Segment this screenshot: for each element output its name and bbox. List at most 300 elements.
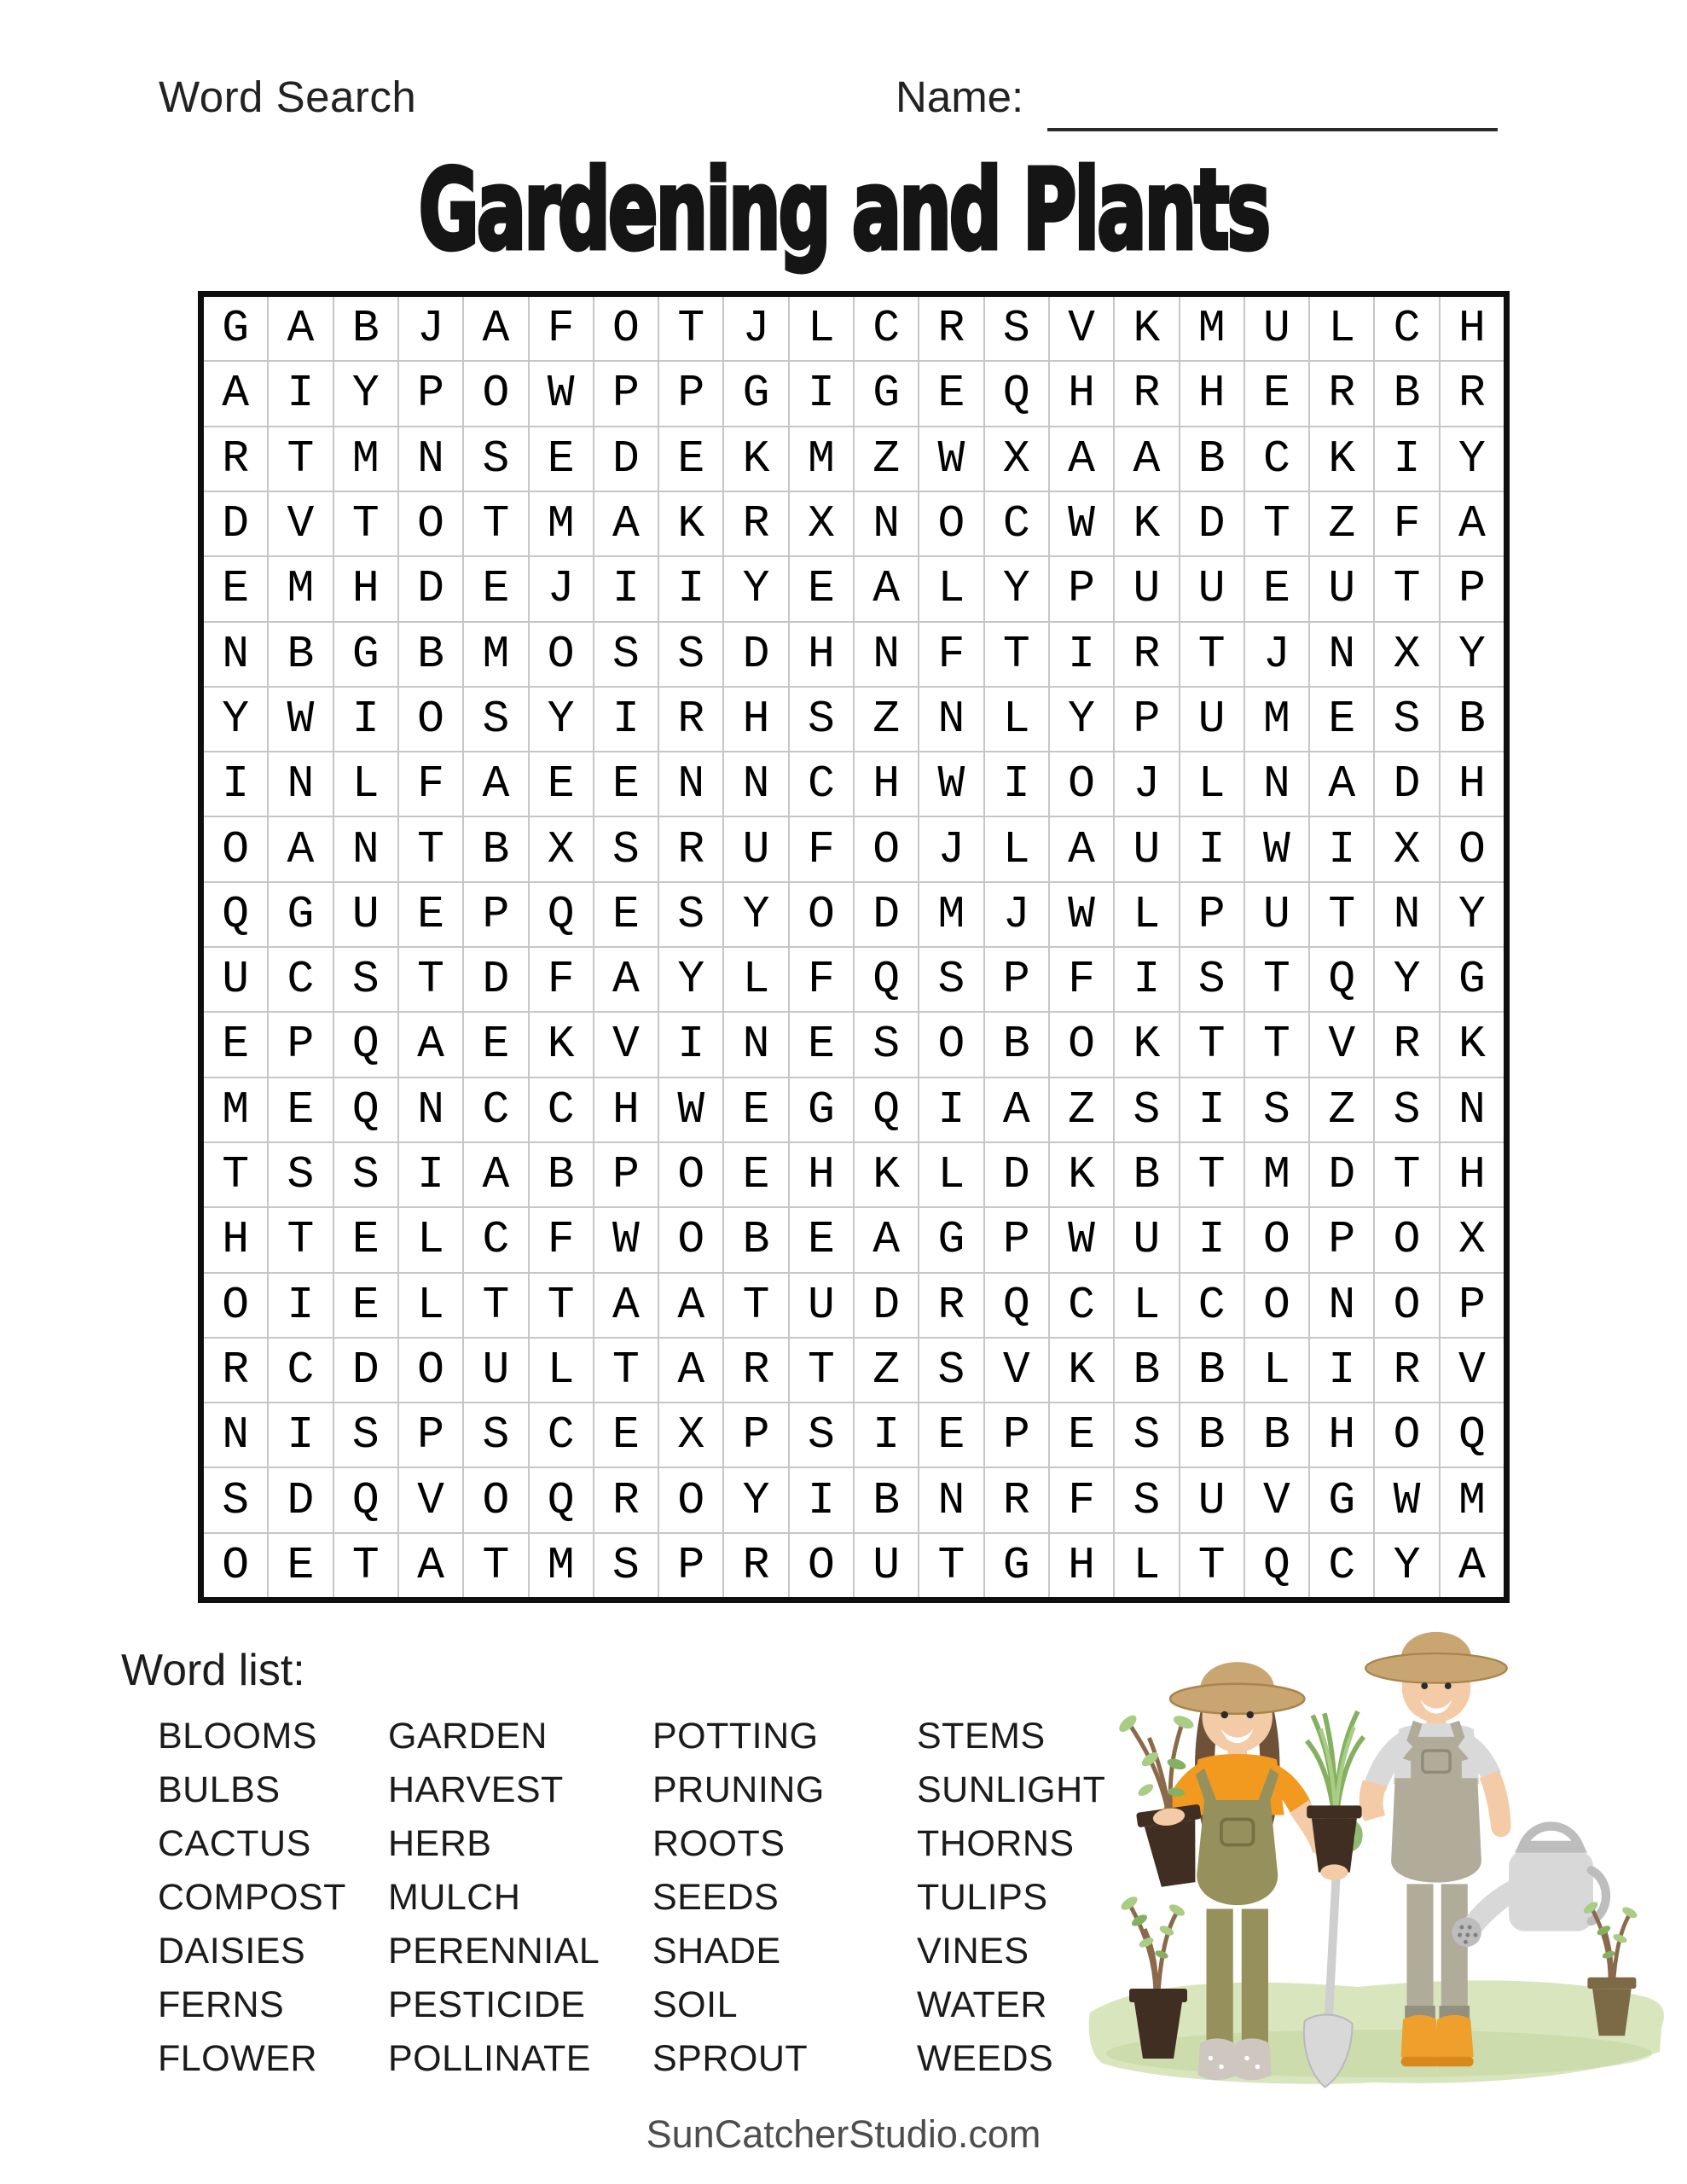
grid-cell: Y (1375, 1534, 1438, 1597)
grid-cell: E (1245, 362, 1308, 425)
grid-cell: K (1441, 1013, 1504, 1076)
grid-cell: E (204, 1013, 267, 1076)
grid-cell: W (659, 1078, 722, 1141)
grid-cell: X (1375, 817, 1438, 880)
grid-cell: D (594, 427, 658, 491)
grid-cell: T (659, 297, 722, 360)
grid-cell: Y (1441, 623, 1504, 686)
grid-cell: U (334, 883, 397, 946)
grid-cell: J (1115, 752, 1178, 816)
grid-cell: R (204, 427, 267, 491)
grid-cell: I (594, 557, 658, 620)
word-list-item: MULCH (388, 1877, 521, 1918)
grid-cell: A (464, 1143, 527, 1206)
grid-cell: C (530, 1078, 593, 1141)
grid-cell: F (1050, 948, 1113, 1011)
grid-cell: X (790, 492, 853, 555)
grid-cell: G (855, 362, 918, 425)
grid-cell: T (919, 1534, 983, 1597)
grid-cell: C (464, 1208, 527, 1271)
grid-cell: M (204, 1078, 267, 1141)
grid-cell: B (1375, 362, 1438, 425)
grid-cell: A (1115, 427, 1178, 491)
grid-cell: O (659, 1143, 722, 1206)
grid-cell: G (919, 1208, 983, 1271)
gardeners-illustration-svg (1076, 1608, 1673, 2094)
grid-cell: P (1050, 557, 1113, 620)
grid-cell: S (790, 1403, 853, 1467)
grid-cell: E (724, 1143, 787, 1206)
grid-cell: N (204, 623, 267, 686)
grid-cell: D (334, 1339, 397, 1402)
grid-cell: H (1050, 362, 1113, 425)
grid-cell: W (1375, 1468, 1438, 1531)
grid-cell: B (724, 1208, 787, 1271)
grid-cell: N (855, 623, 918, 686)
grid-cell: W (269, 688, 332, 751)
name-fill-in-line[interactable] (1047, 128, 1498, 131)
grid-cell: C (464, 1078, 527, 1141)
grid-cell: H (1310, 1403, 1373, 1467)
grid-cell: R (1115, 623, 1178, 686)
grid-cell: V (1050, 297, 1113, 360)
grid-cell: X (1441, 1208, 1504, 1271)
grid-cell: I (659, 557, 722, 620)
grid-cell: I (594, 688, 658, 751)
grid-cell: N (1310, 1274, 1373, 1337)
grid-cell: N (1375, 883, 1438, 946)
grid-cell: Q (334, 1013, 397, 1076)
grid-cell: R (1310, 362, 1373, 425)
grid-cell: L (985, 688, 1048, 751)
grid-cell: Q (985, 362, 1048, 425)
grid-cell: U (1245, 297, 1308, 360)
grid-cell: B (1180, 1339, 1244, 1402)
grid-cell: J (1245, 623, 1308, 686)
grid-cell: T (464, 1274, 527, 1337)
grid-cell: Q (204, 883, 267, 946)
grid-cell: W (1050, 883, 1113, 946)
word-list-item: SEEDS (652, 1877, 780, 1918)
grid-cell: Y (1375, 948, 1438, 1011)
grid-cell: O (790, 1534, 853, 1597)
grid-cell: S (464, 1403, 527, 1467)
grid-cell: R (985, 1468, 1048, 1531)
word-list-item: DAISIES (158, 1931, 306, 1972)
grid-cell: I (399, 1143, 462, 1206)
grid-cell: A (1441, 1534, 1504, 1597)
word-list-item: HARVEST (388, 1769, 564, 1810)
grid-cell: B (985, 1013, 1048, 1076)
grid-cell: D (1180, 492, 1244, 555)
grid-cell: E (790, 1013, 853, 1076)
grid-cell: J (724, 297, 787, 360)
grid-cell: I (1310, 1339, 1373, 1402)
grid-cell: A (659, 1274, 722, 1337)
grid-cell: H (204, 1208, 267, 1271)
grid-cell: O (204, 817, 267, 880)
grid-cell: S (594, 623, 658, 686)
grid-cell: L (919, 557, 983, 620)
grid-cell: E (1310, 688, 1373, 751)
grid-cell: I (985, 752, 1048, 816)
grid-cell: Y (724, 1468, 787, 1531)
grid-cell: N (919, 688, 983, 751)
grid-cell: M (530, 1534, 593, 1597)
grid-cell: C (1310, 1534, 1373, 1597)
grid-cell: I (1050, 623, 1113, 686)
grid-cell: Y (985, 557, 1048, 620)
grid-cell: V (594, 1013, 658, 1076)
grid-cell: A (594, 1274, 658, 1337)
grid-cell: T (985, 623, 1048, 686)
grid-cell: O (919, 492, 983, 555)
grid-cell: O (919, 1013, 983, 1076)
grid-cell: B (1180, 427, 1244, 491)
grid-cell: M (334, 427, 397, 491)
grid-cell: S (334, 1403, 397, 1467)
grid-cell: E (594, 883, 658, 946)
word-list-item: POTTING (652, 1716, 819, 1757)
grid-cell: J (530, 557, 593, 620)
grid-cell: Y (1441, 427, 1504, 491)
grid-cell: A (204, 362, 267, 425)
grid-cell: U (1180, 688, 1244, 751)
grid-cell: E (464, 1013, 527, 1076)
grid-cell: H (334, 557, 397, 620)
grid-cell: O (464, 1468, 527, 1531)
grid-cell: A (594, 948, 658, 1011)
grid-cell: Q (985, 1274, 1048, 1337)
grid-cell: Z (1310, 492, 1373, 555)
grid-cell: Z (1050, 1078, 1113, 1141)
word-list-item: SHADE (652, 1931, 781, 1972)
gardeners-illustration (1076, 1608, 1673, 2094)
grid-cell: A (985, 1078, 1048, 1141)
grid-cell: K (1310, 427, 1373, 491)
grid-cell: W (919, 752, 983, 816)
grid-cell: S (659, 623, 722, 686)
grid-cell: E (919, 1403, 983, 1467)
grid-cell: L (1115, 1534, 1178, 1597)
grid-cell: S (464, 688, 527, 751)
grid-cell: S (204, 1468, 267, 1531)
grid-cell: S (1245, 1078, 1308, 1141)
grid-cell: T (1245, 948, 1308, 1011)
grid-cell: O (1375, 1403, 1438, 1467)
grid-cell: S (1115, 1403, 1178, 1467)
grid-cell: I (1180, 817, 1244, 880)
grid-cell: Q (334, 1468, 397, 1531)
grid-cell: N (204, 1403, 267, 1467)
grid-cell: B (399, 623, 462, 686)
grid-cell: T (204, 1143, 267, 1206)
grid-cell: T (269, 427, 332, 491)
grid-cell: Y (1050, 688, 1113, 751)
grid-cell: W (530, 362, 593, 425)
grid-cell: J (985, 883, 1048, 946)
grid-cell: E (530, 752, 593, 816)
grid-cell: F (1375, 492, 1438, 555)
grid-cell: U (464, 1339, 527, 1402)
grid-cell: N (724, 1013, 787, 1076)
word-list-item: SUNLIGHT (917, 1769, 1106, 1810)
grid-cell: T (724, 1274, 787, 1337)
grid-cell: X (985, 427, 1048, 491)
grid-cell: A (1050, 817, 1113, 880)
grid-cell: K (530, 1013, 593, 1076)
grid-cell: T (1310, 883, 1373, 946)
grid-cell: N (1245, 752, 1308, 816)
grid-cell: K (724, 427, 787, 491)
grid-cell: O (1245, 1274, 1308, 1337)
grid-cell: F (530, 297, 593, 360)
grid-cell: T (334, 492, 397, 555)
grid-cell: A (1050, 427, 1113, 491)
grid-cell: K (855, 1143, 918, 1206)
grid-cell: A (855, 1208, 918, 1271)
grid-cell: Y (1441, 883, 1504, 946)
grid-cell: H (790, 623, 853, 686)
grid-cell: S (1115, 1468, 1178, 1531)
word-list-item: WEEDS (917, 2038, 1054, 2079)
grid-cell: L (530, 1339, 593, 1402)
grid-cell: S (985, 297, 1048, 360)
grid-cell: U (1245, 883, 1308, 946)
grid-cell: M (269, 557, 332, 620)
grid-cell: W (919, 427, 983, 491)
grid-cell: E (269, 1534, 332, 1597)
grid-cell: G (204, 297, 267, 360)
grid-cell: R (1375, 1339, 1438, 1402)
grid-cell: S (334, 948, 397, 1011)
grid-cell: P (464, 883, 527, 946)
grid-cell: U (1180, 557, 1244, 620)
grid-cell: H (790, 1143, 853, 1206)
grid-cell: U (790, 1274, 853, 1337)
grid-cell: Q (530, 883, 593, 946)
word-list-column-3 (652, 1710, 825, 2086)
grid-cell: S (1375, 688, 1438, 751)
grid-cell: E (594, 1403, 658, 1467)
grid-cell: I (334, 688, 397, 751)
grid-cell: I (1180, 1078, 1244, 1141)
grid-cell: D (855, 883, 918, 946)
grid-cell: Q (1310, 948, 1373, 1011)
grid-cell: M (790, 427, 853, 491)
grid-cell: A (399, 1013, 462, 1076)
grid-cell: T (1180, 1143, 1244, 1206)
grid-cell: T (334, 1534, 397, 1597)
grid-cell: D (399, 557, 462, 620)
grid-cell: N (269, 752, 332, 816)
grid-cell: D (204, 492, 267, 555)
grid-cell: O (399, 688, 462, 751)
grid-cell: P (985, 948, 1048, 1011)
grid-cell: E (919, 362, 983, 425)
grid-cell: B (334, 297, 397, 360)
grid-cell: O (659, 1208, 722, 1271)
grid-cell: D (1375, 752, 1438, 816)
grid-cell: P (1115, 688, 1178, 751)
word-list-item: PRUNING (652, 1769, 825, 1810)
grid-cell: S (594, 1534, 658, 1597)
grid-cell: Z (855, 427, 918, 491)
grid-cell: B (269, 623, 332, 686)
grid-cell: I (1310, 817, 1373, 880)
word-list-item: FERNS (158, 1984, 285, 2025)
grid-cell: X (530, 817, 593, 880)
grid-cell: I (659, 1013, 722, 1076)
word-list-item: VINES (917, 1931, 1029, 1972)
grid-cell: L (334, 752, 397, 816)
grid-cell: E (204, 557, 267, 620)
grid-cell: T (1375, 557, 1438, 620)
grid-cell: C (269, 948, 332, 1011)
word-list-item: BULBS (158, 1769, 281, 1810)
grid-cell: A (1441, 492, 1504, 555)
grid-cell: R (919, 1274, 983, 1337)
grid-cell: F (399, 752, 462, 816)
grid-cell: H (1441, 1143, 1504, 1206)
grid-cell: V (985, 1339, 1048, 1402)
grid-cell: E (269, 1078, 332, 1141)
grid-cell: B (1245, 1403, 1308, 1467)
grid-cell: U (1180, 1468, 1244, 1531)
grid-cell: B (464, 817, 527, 880)
grid-cell: P (594, 1143, 658, 1206)
grid-cell: U (855, 1534, 918, 1597)
grid-cell: G (985, 1534, 1048, 1597)
grid-cell: O (204, 1274, 267, 1337)
grid-cell: N (399, 427, 462, 491)
word-list-item: CACTUS (158, 1823, 311, 1864)
grid-cell: E (790, 557, 853, 620)
grid-cell: H (1050, 1534, 1113, 1597)
grid-cell: Y (724, 557, 787, 620)
grid-cell: A (464, 752, 527, 816)
grid-cell: H (1441, 297, 1504, 360)
grid-cell: V (1245, 1468, 1308, 1531)
grid-cell: H (724, 688, 787, 751)
grid-cell: K (1115, 297, 1178, 360)
grid-cell: O (399, 492, 462, 555)
grid-cell: V (399, 1468, 462, 1531)
grid-cell: B (1441, 688, 1504, 751)
grid-cell: L (1310, 297, 1373, 360)
grid-cell: A (399, 1534, 462, 1597)
grid-cell: M (1180, 297, 1244, 360)
grid-cell: D (1310, 1143, 1373, 1206)
grid-cell: Q (1441, 1403, 1504, 1467)
grid-cell: C (1245, 427, 1308, 491)
grid-cell: R (724, 1339, 787, 1402)
grid-cell: X (659, 1403, 722, 1467)
grid-cell: E (334, 1274, 397, 1337)
grid-cell: I (269, 1274, 332, 1337)
grid-cell: Y (530, 688, 593, 751)
name-label: Name: (896, 73, 1024, 121)
word-list-item: GARDEN (388, 1716, 548, 1757)
grid-cell: T (1180, 623, 1244, 686)
grid-cell: L (399, 1208, 462, 1271)
grid-cell: U (204, 948, 267, 1011)
grid-cell: H (855, 752, 918, 816)
grid-cell: O (1375, 1208, 1438, 1271)
word-list-item: COMPOST (158, 1877, 346, 1918)
grid-cell: M (1441, 1468, 1504, 1531)
grid-cell: C (1050, 1274, 1113, 1337)
grid-cell: I (790, 1468, 853, 1531)
grid-cell: L (1115, 883, 1178, 946)
word-list-item: ROOTS (652, 1823, 786, 1864)
grid-cell: D (724, 623, 787, 686)
grid-cell: T (1180, 1013, 1244, 1076)
grid-cell: O (530, 623, 593, 686)
grid-cell: S (269, 1143, 332, 1206)
word-list-item: TULIPS (917, 1877, 1048, 1918)
grid-cell: T (530, 1274, 593, 1337)
grid-cell: U (1310, 557, 1373, 620)
grid-cell: B (530, 1143, 593, 1206)
word-list-column-1 (158, 1710, 346, 2086)
grid-cell: C (530, 1403, 593, 1467)
grid-cell: D (464, 948, 527, 1011)
grid-cell: M (1245, 1143, 1308, 1206)
grid-cell: A (855, 557, 918, 620)
ground-shade (1106, 2030, 1652, 2077)
grid-cell: M (1245, 688, 1308, 751)
grid-cell: P (399, 362, 462, 425)
grid-cell: U (1115, 817, 1178, 880)
grid-cell: A (269, 817, 332, 880)
grid-cell: O (464, 362, 527, 425)
grid-cell: P (985, 1403, 1048, 1467)
grid-cell: D (985, 1143, 1048, 1206)
grid-cell: U (1115, 557, 1178, 620)
grid-cell: N (919, 1468, 983, 1531)
word-list-item: BLOOMS (158, 1716, 317, 1757)
grid-cell: O (1245, 1208, 1308, 1271)
grid-cell: X (1375, 623, 1438, 686)
word-list-item: FLOWER (158, 2038, 317, 2079)
grid-cell: H (1441, 752, 1504, 816)
grid-cell: N (855, 492, 918, 555)
grid-cell: O (1050, 752, 1113, 816)
word-list-item: SPROUT (652, 2038, 809, 2079)
grid-cell: S (659, 883, 722, 946)
grid-cell: K (1050, 1339, 1113, 1402)
grid-cell: S (790, 688, 853, 751)
grid-cell: F (530, 948, 593, 1011)
grid-cell: I (1375, 427, 1438, 491)
grid-cell: R (724, 492, 787, 555)
page-title: Gardening and Plants (418, 147, 1269, 276)
grid-cell: M (464, 623, 527, 686)
word-search-grid (198, 291, 1510, 1603)
grid-cell: W (1245, 817, 1308, 880)
grid-cell: H (1180, 362, 1244, 425)
grid-cell: C (790, 752, 853, 816)
grid-cell: R (204, 1339, 267, 1402)
grid-cell: E (724, 1078, 787, 1141)
grid-cell: C (1180, 1274, 1244, 1337)
grid-cell: S (919, 948, 983, 1011)
word-list-heading: Word list: (121, 1646, 305, 1695)
word-list-item: THORNS (917, 1823, 1075, 1864)
grid-cell: S (1375, 1078, 1438, 1141)
grid-cell: T (464, 492, 527, 555)
